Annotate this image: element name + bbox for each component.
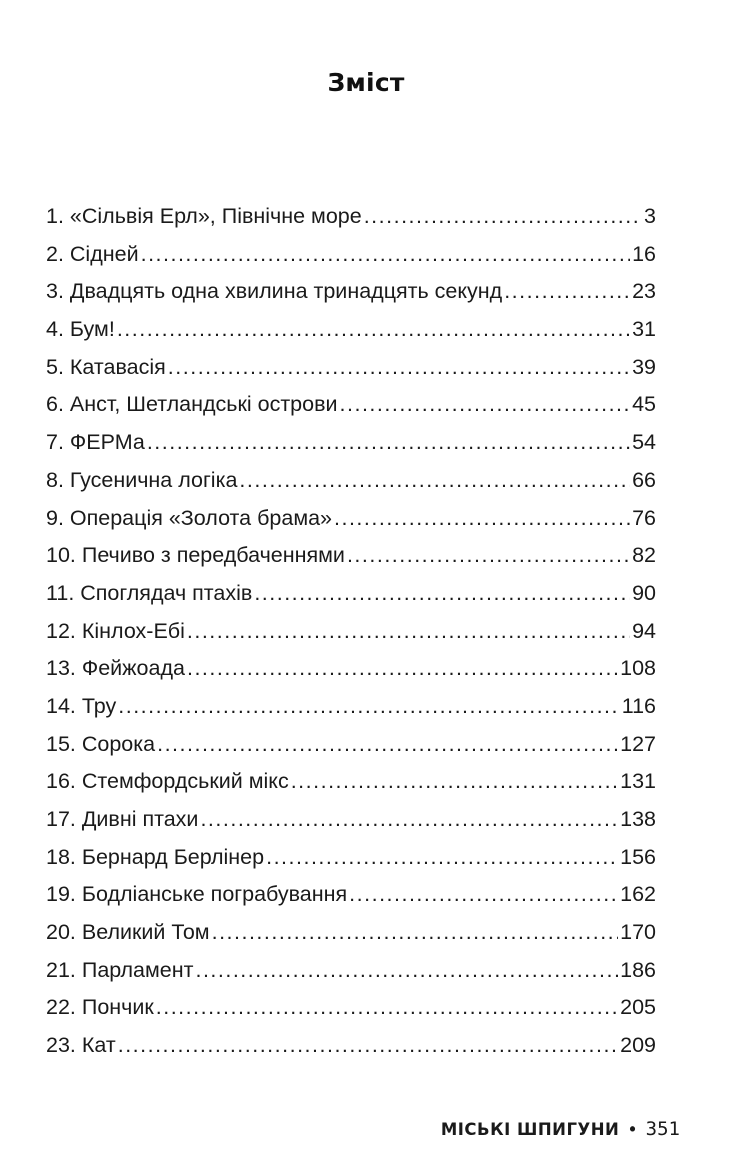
toc-entry-page: 116 — [621, 693, 656, 718]
toc-entry-title: 14. Тру — [46, 693, 117, 718]
toc-entry — [46, 801, 656, 839]
toc-entry-page: 45 — [632, 392, 656, 417]
toc-entry — [46, 726, 656, 764]
toc-entry-title: 18. Бернард Берлінер — [46, 844, 265, 869]
toc-entry — [46, 839, 656, 877]
toc-dot-leader — [504, 273, 630, 311]
toc-entry — [46, 876, 656, 914]
toc-entry — [46, 613, 656, 651]
toc-dot-leader — [187, 613, 630, 651]
toc-dot-leader — [200, 801, 618, 839]
toc-entry-page: 156 — [620, 844, 656, 869]
toc-entry-title: 11. Споглядач птахів — [46, 580, 253, 605]
toc-dot-leader — [117, 311, 630, 349]
toc-entry-page: 94 — [632, 618, 656, 643]
toc-entry-title: 22. Пончик — [46, 995, 154, 1020]
toc-entry — [46, 349, 656, 387]
toc-entry — [46, 1027, 656, 1065]
toc-dot-leader — [187, 650, 618, 688]
toc-dot-leader — [118, 1027, 618, 1065]
toc-entry-page: 170 — [620, 920, 656, 945]
toc-entry-title: 7. ФЕРМа — [46, 430, 145, 455]
toc-entry-title: 2. Сідней — [46, 241, 139, 266]
toc-entry — [46, 575, 656, 613]
toc-entry-title: 17. Дивні птахи — [46, 807, 199, 831]
toc-entry — [46, 952, 656, 990]
toc-entry — [46, 914, 656, 952]
toc-entry-page: 138 — [620, 807, 656, 831]
toc-entry-page: 54 — [632, 430, 656, 455]
toc-entry — [46, 462, 656, 500]
toc-entry-page: 3 — [644, 204, 656, 228]
toc-entry-page: 31 — [632, 317, 656, 342]
toc-entry-title: 16. Стемфордський мікс — [46, 769, 289, 794]
toc-dot-leader — [168, 349, 630, 387]
toc-entry-page: 205 — [620, 995, 656, 1020]
toc-entry-page: 23 — [632, 279, 656, 304]
toc-dot-leader — [141, 236, 630, 274]
toc-entry-title: 13. Фейжоада — [46, 656, 185, 681]
toc-entry-title: 8. Гусенична логіка — [46, 467, 238, 492]
toc-entry-page: 131 — [620, 769, 656, 794]
toc-dot-leader — [291, 763, 618, 801]
footer-page-number: 351 — [645, 1118, 680, 1140]
toc-entry — [46, 273, 656, 311]
footer-book-title: МІСЬКІ ШПИГУНИ — [440, 1120, 620, 1139]
toc-entry — [46, 989, 656, 1027]
toc-entry-page: 209 — [620, 1033, 656, 1058]
toc-entry — [46, 424, 656, 462]
toc-dot-leader — [156, 989, 618, 1027]
toc-entry-page: 162 — [620, 882, 656, 907]
toc-entry-title: 12. Кінлох-Ебі — [46, 618, 185, 643]
toc-dot-leader — [364, 198, 642, 236]
toc-entry — [46, 386, 656, 424]
toc-entry — [46, 650, 656, 688]
toc-entry — [46, 198, 656, 236]
toc-dot-leader — [254, 575, 630, 613]
toc-entry-page: 16 — [632, 241, 656, 266]
toc-dot-leader — [147, 424, 630, 462]
toc-dot-leader — [157, 726, 618, 764]
page-footer — [441, 1118, 680, 1140]
toc-entry-title: 20. Великий Том — [46, 920, 210, 945]
toc-entry-title: 6. Анст, Шетландські острови — [46, 392, 338, 417]
toc-entry-title: 4. Бум! — [46, 317, 115, 342]
toc-entry-page: 39 — [632, 354, 656, 379]
toc-entry — [46, 763, 656, 801]
toc-dot-leader — [239, 462, 630, 500]
toc-entry — [46, 688, 656, 726]
footer-separator: • — [629, 1119, 636, 1139]
toc-entry-page: 66 — [632, 467, 656, 492]
toc-entry-title: 19. Бодліанське пограбування — [46, 882, 348, 907]
toc-dot-leader — [118, 688, 619, 726]
toc-dot-leader — [349, 876, 618, 914]
toc-entry — [46, 500, 656, 538]
toc-entry — [46, 236, 656, 274]
toc-dot-leader — [212, 914, 619, 952]
toc-entry-title: 3. Двадцять одна хвилина тринадцять секунд — [46, 279, 503, 304]
toc-entry — [46, 537, 656, 575]
table-of-contents — [46, 198, 656, 1065]
toc-entry-page: 127 — [620, 731, 656, 756]
toc-entry-page: 90 — [632, 580, 656, 605]
toc-dot-leader — [334, 500, 630, 538]
page-title: Зміст — [327, 68, 405, 97]
toc-entry — [46, 311, 656, 349]
toc-dot-leader — [195, 952, 618, 990]
toc-dot-leader — [340, 386, 631, 424]
toc-entry-title: 15. Сорока — [46, 731, 156, 756]
toc-entry-title: 23. Кат — [46, 1033, 116, 1058]
toc-entry-title: 21. Парламент — [46, 957, 194, 982]
toc-entry-title: 1. «Сільвія Ерл», Північне море — [46, 204, 362, 228]
toc-entry-page: 186 — [620, 957, 656, 982]
toc-entry-title: 10. Печиво з передбаченнями — [46, 543, 345, 568]
toc-entry-page: 82 — [632, 543, 656, 568]
toc-entry-title: 9. Операція «Золота брама» — [46, 505, 333, 530]
toc-dot-leader — [266, 839, 618, 877]
toc-entry-title: 5. Катавасія — [46, 354, 166, 379]
toc-entry-page: 108 — [620, 656, 656, 681]
toc-dot-leader — [347, 537, 630, 575]
toc-entry-page: 76 — [632, 505, 656, 530]
